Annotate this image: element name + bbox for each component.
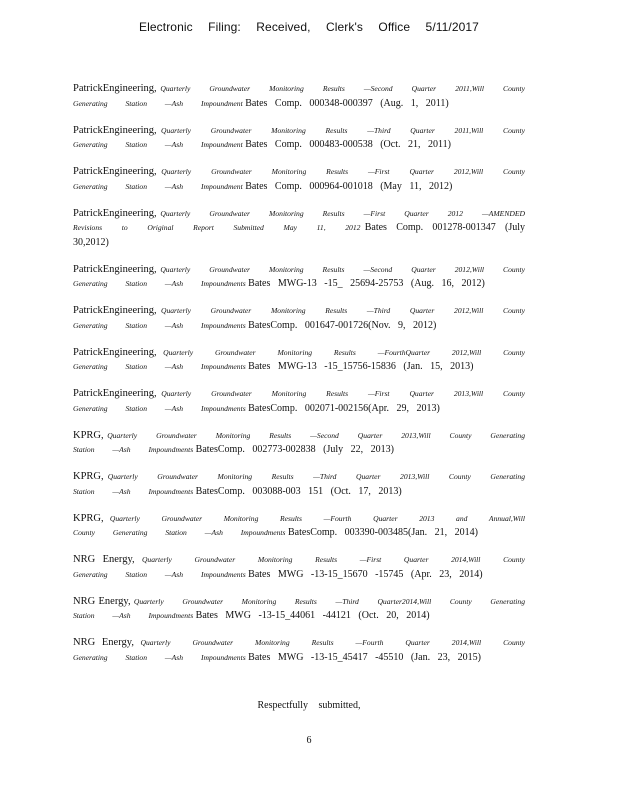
citation-source: PatrickEngineering, bbox=[73, 346, 157, 358]
citation-description: Quarterly Groundwater Monitoring Results —Second Quarter 2012,Will County Generating Station —Ash Impoundments bbox=[73, 264, 525, 288]
citation-source: PatrickEngineering, bbox=[73, 124, 157, 136]
citation-bates: Bates Comp. 000348-000397 (Aug. 1, 2011) bbox=[245, 97, 449, 109]
citation-entry bbox=[73, 512, 525, 541]
citation-bates: Bates MWG -13-15_44061 -44121 (Oct. 20, 2014) bbox=[195, 610, 430, 621]
citation-entry bbox=[73, 165, 525, 194]
citation-entry bbox=[73, 207, 525, 251]
citation-source: NRG Energy, bbox=[73, 595, 131, 607]
citation-bates: Bates MWG -13-15_15670 -15745 (Apr. 23, 2014) bbox=[248, 568, 483, 580]
citation-source: NRG Energy, bbox=[73, 554, 135, 565]
citation-entry bbox=[73, 124, 525, 153]
citation-entry bbox=[73, 553, 525, 582]
citation-bates: Bates MWG-13 -15_ 25694-25753 (Aug. 16, 2012) bbox=[248, 278, 485, 289]
closing-line: Respectfully submitted, bbox=[257, 700, 361, 711]
citation-description: Quarterly Groundwater Monitoring Results —Third Quarter2014,Will County Generating Station —Ash Impoundments bbox=[73, 596, 526, 620]
citation-description: Quarterly Groundwater Monitoring Results —Second Quarter 2013,Will County Generating Station —Ash Impoundments bbox=[73, 430, 525, 454]
citation-source: KPRG, bbox=[73, 512, 104, 524]
citation-source: PatrickEngineering, bbox=[73, 207, 157, 219]
citation-description: Quarterly Groundwater Monitoring Results —Third Quarter 2013,Will County Generating Station —Ash Impoundments bbox=[73, 472, 525, 496]
citation-source: PatrickEngineering, bbox=[73, 263, 157, 275]
citation-bates: BatesComp. 003390-003485(Jan. 21, 2014) bbox=[288, 527, 478, 538]
citation-description: Quarterly Groundwater Monitoring Results —First Quarter 2012 —AMENDED Revisions to Original Report Submitted May 11, 2012 bbox=[73, 208, 525, 232]
citation-bates: Bates Comp. 000483-000538 (Oct. 21, 2011) bbox=[245, 139, 451, 150]
citation-bates: BatesComp. 001647-001726(Nov. 9, 2012) bbox=[248, 319, 437, 331]
citation-entry bbox=[73, 429, 525, 458]
citation-bates: Bates MWG -13-15_45417 -45510 (Jan. 23, 2015) bbox=[248, 651, 481, 663]
citation-bates: BatesComp. 002071-002156(Apr. 29, 2013) bbox=[248, 402, 440, 414]
citation-entry bbox=[73, 304, 525, 333]
citation-description: Quarterly Groundwater Monitoring Results —First Quarter 2012,Will County Generating Station —Ash Impoundment bbox=[73, 167, 525, 191]
citation-source: PatrickEngineering, bbox=[73, 83, 157, 94]
citation-bates: BatesComp. 003088-003 151 (Oct. 17, 2013) bbox=[195, 485, 402, 497]
citation-entry bbox=[73, 387, 525, 416]
page-number: 6 bbox=[306, 735, 312, 746]
citation-source: NRG Energy, bbox=[73, 637, 134, 648]
citation-description: Quarterly Groundwater Monitoring Results —Fourth Quarter 2013 and Annual,Will County Generating Station —Ash Impoundments bbox=[73, 513, 525, 537]
citation-description: Quarterly Groundwater Monitoring Results —FourthQuarter 2012,Will County Generating Station —Ash Impoundments bbox=[73, 347, 525, 371]
citation-source: PatrickEngineering, bbox=[73, 166, 157, 177]
citation-entry bbox=[73, 595, 525, 624]
citation-list bbox=[73, 72, 525, 678]
citation-description: Quarterly Groundwater Monitoring Results —Third Quarter 2011,Will County Generating Station —Ash Impoundment bbox=[73, 125, 525, 149]
citation-source: KPRG, bbox=[73, 471, 104, 482]
citation-bates: Bates Comp. 001278-001347 (July 30,2012) bbox=[73, 222, 526, 248]
citation-bates: BatesComp. 002773-002838 (July 22, 2013) bbox=[195, 444, 394, 455]
citation-entry bbox=[73, 346, 525, 375]
citation-description: Quarterly Groundwater Monitoring Results —Second Quarter 2011,Will County Generating Station —Ash Impoundment bbox=[73, 84, 525, 108]
citation-entry bbox=[73, 470, 525, 499]
citation-description: Quarterly Groundwater Monitoring Results —First Quarter 2013,Will County Generating Station —Ash Impoundments bbox=[73, 389, 525, 413]
citation-description: Quarterly Groundwater Monitoring Results —Fourth Quarter 2014,Will County Generating Station —Ash Impoundments bbox=[73, 638, 526, 662]
citation-entry bbox=[73, 82, 525, 111]
citation-description: Quarterly Groundwater Monitoring Results —Third Quarter 2012,Will County Generating Station —Ash Impoundments bbox=[73, 306, 525, 330]
citation-entry bbox=[73, 636, 525, 665]
citation-description: Quarterly Groundwater Monitoring Results —First Quarter 2014,Will County Generating Station —Ash Impoundments bbox=[73, 555, 526, 579]
citation-source: PatrickEngineering, bbox=[73, 305, 157, 316]
filing-header: Electronic Filing: Received, Clerk's Office 5/11/2017 bbox=[139, 20, 479, 34]
citation-source: PatrickEngineering, bbox=[73, 388, 157, 399]
citation-entry bbox=[73, 263, 525, 292]
citation-source: KPRG, bbox=[73, 429, 104, 441]
citation-bates: Bates Comp. 000964-001018 (May 11, 2012) bbox=[245, 180, 453, 192]
citation-bates: Bates MWG-13 -15_15756-15836 (Jan. 15, 2013) bbox=[248, 361, 474, 372]
